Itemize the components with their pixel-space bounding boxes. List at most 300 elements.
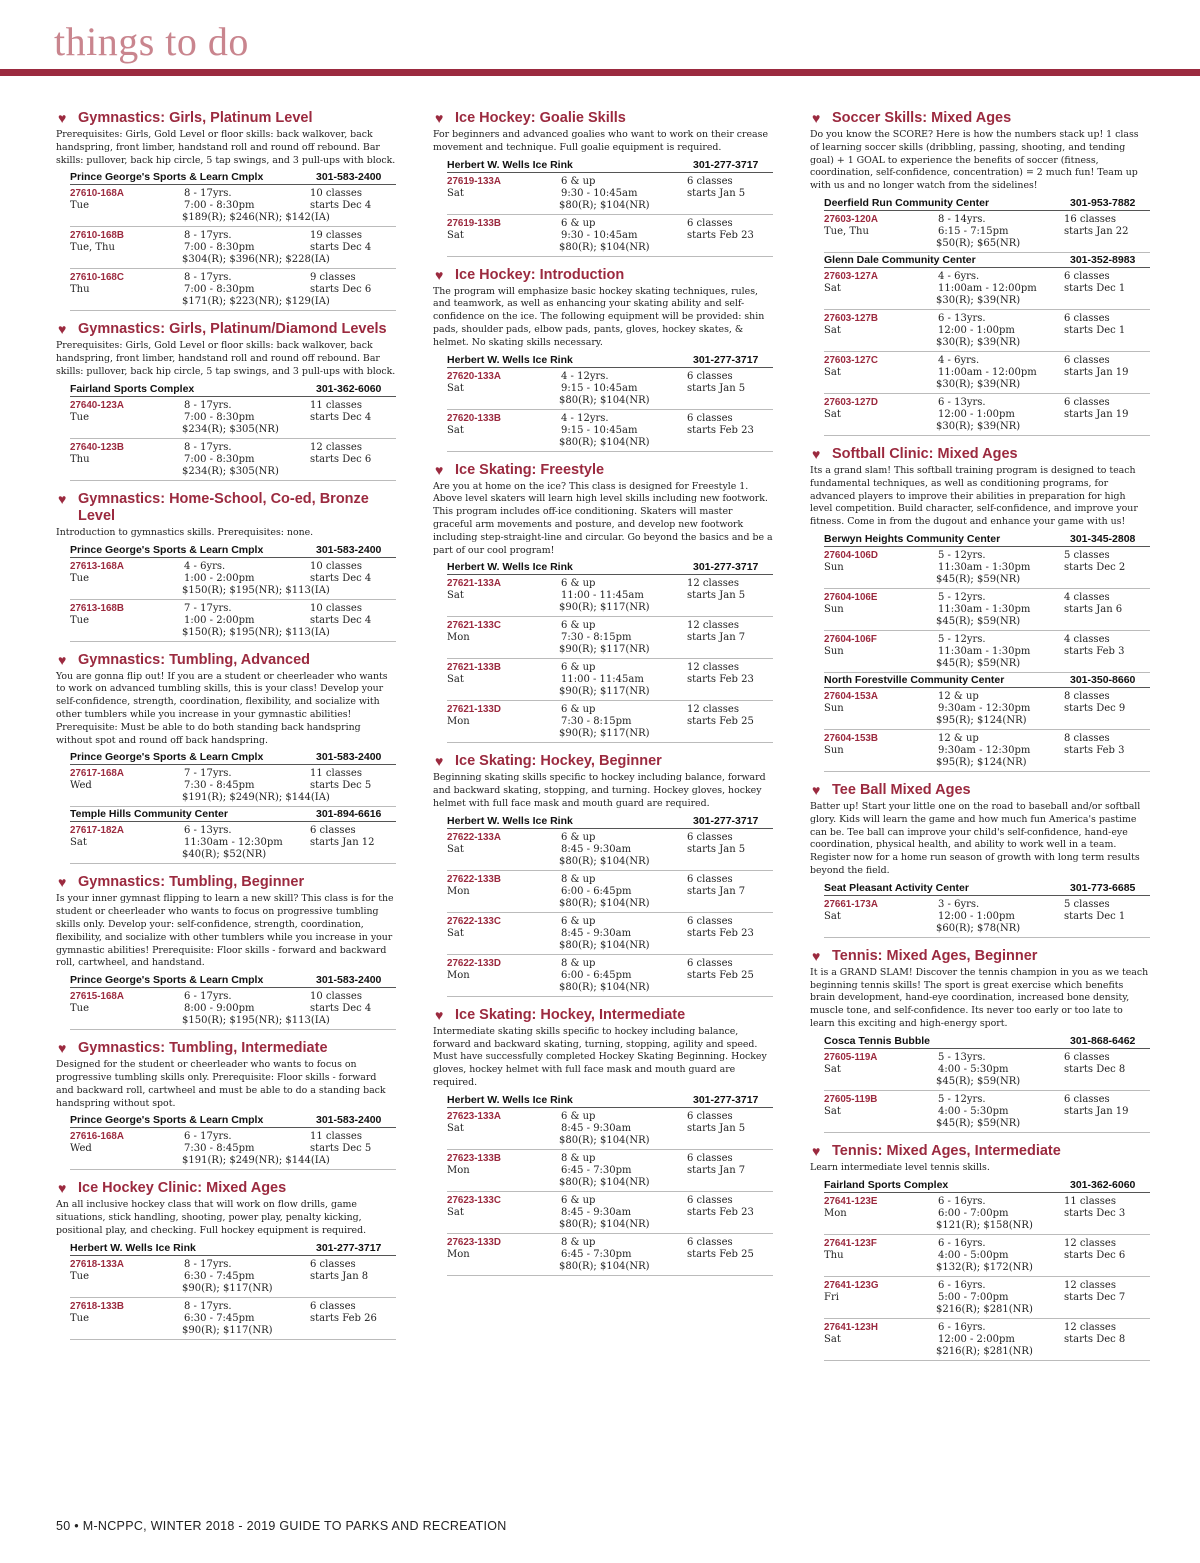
- course-code-link[interactable]: 27618-133B: [70, 1300, 124, 1312]
- class-count: 10 classes: [310, 560, 362, 572]
- class-count: 12 classes: [687, 662, 739, 674]
- class-start: starts Dec 4: [310, 614, 372, 626]
- class-time: 7:30 - 8:45pm: [184, 1143, 255, 1155]
- program-title-text: Tee Ball Mixed Ages: [832, 781, 971, 798]
- class-time: 6:45 - 7:30pm: [561, 1164, 632, 1176]
- class-fee: $191(R); $249(NR); $144(IA): [182, 792, 330, 804]
- class-start: starts Jan 7: [687, 885, 746, 897]
- class-row: [447, 913, 773, 955]
- class-fee: $189(R); $246(NR); $142(IA): [182, 212, 330, 224]
- course-code-link[interactable]: 27621-133C: [447, 620, 501, 632]
- program-section: [56, 1040, 396, 1170]
- course-code-link[interactable]: 27641-123G: [824, 1279, 879, 1291]
- class-row: [824, 1049, 1150, 1091]
- course-code-link[interactable]: 27603-127C: [824, 354, 878, 366]
- class-count: 11 classes: [310, 399, 362, 411]
- location-name: Prince George's Sports & Learn Cmplx: [70, 974, 264, 987]
- class-age: 6 & up: [561, 704, 596, 716]
- class-start: starts Jan 12: [310, 837, 375, 849]
- heart-icon: ♥: [58, 874, 67, 891]
- class-age: 7 - 17yrs.: [184, 768, 232, 780]
- class-age: 6 & up: [561, 217, 596, 229]
- class-row: [447, 701, 773, 743]
- class-age: 8 - 17yrs.: [184, 399, 232, 411]
- heart-icon: ♥: [58, 1180, 67, 1197]
- course-code-link[interactable]: 27621-133B: [447, 662, 501, 674]
- heart-icon: ♥: [58, 321, 67, 338]
- class-fee: $80(R); $104(NR): [559, 981, 650, 993]
- course-code-link[interactable]: 27605-119A: [824, 1051, 878, 1063]
- course-code-link[interactable]: 27623-133D: [447, 1236, 501, 1248]
- class-fee: $80(R); $104(NR): [559, 241, 650, 253]
- class-day: Wed: [70, 780, 92, 792]
- class-fee: $150(R); $195(NR); $113(IA): [182, 1015, 330, 1027]
- class-day: Sat: [824, 282, 841, 294]
- course-code-link[interactable]: 27641-123E: [824, 1195, 878, 1207]
- class-row: [447, 1150, 773, 1192]
- program-section: [810, 782, 1150, 938]
- program-section: [810, 1143, 1150, 1361]
- class-age: 6 & up: [561, 175, 596, 187]
- course-code-link[interactable]: 27604-153B: [824, 732, 878, 744]
- class-start: starts Dec 5: [310, 1143, 372, 1155]
- program-section: [56, 110, 396, 311]
- class-row: [824, 1235, 1150, 1277]
- class-row: [70, 988, 396, 1030]
- heart-icon: ♥: [435, 461, 444, 478]
- course-code-link[interactable]: 27619-133A: [447, 175, 501, 187]
- location-header: [70, 750, 396, 765]
- class-start: starts Jan 19: [1064, 1105, 1129, 1117]
- class-fee: $80(R); $104(NR): [559, 199, 650, 211]
- program-title: [433, 753, 773, 770]
- program-title-text: Gymnastics: Girls, Platinum/Diamond Levels: [78, 321, 387, 338]
- program-section: [810, 446, 1150, 772]
- class-start: starts Feb 3: [1064, 744, 1125, 756]
- class-fee: $304(R); $396(NR); $228(IA): [182, 254, 330, 266]
- class-day: Sat: [824, 1063, 841, 1075]
- course-code-link[interactable]: 27604-153A: [824, 690, 878, 702]
- course-code-link[interactable]: 27604-106F: [824, 633, 877, 645]
- location-name: Temple Hills Community Center: [70, 808, 228, 821]
- class-start: starts Dec 4: [310, 1003, 372, 1015]
- course-code-link[interactable]: 27620-133B: [447, 412, 501, 424]
- course-code-link[interactable]: 27621-133A: [447, 578, 501, 590]
- course-code-link[interactable]: 27621-133D: [447, 704, 501, 716]
- location-name: Herbert W. Wells Ice Rink: [447, 353, 573, 366]
- class-age: 6 & up: [561, 620, 596, 632]
- class-start: starts Feb 23: [687, 927, 754, 939]
- class-count: 8 classes: [1064, 732, 1110, 744]
- program-description: Designed for the student or cheerleader who wants to focus on progressive tumbling skills only. Prerequisite: Floor skills - forward and backward roll, cartwheel and must be able to do a standing back handspring without spot.: [56, 1059, 386, 1109]
- course-code-link[interactable]: 27603-127D: [824, 396, 878, 408]
- class-start: starts Feb 23: [687, 424, 754, 436]
- class-age: 8 - 17yrs.: [184, 1300, 232, 1312]
- class-start: starts Feb 23: [687, 229, 754, 241]
- class-row: [824, 394, 1150, 436]
- location-name: Herbert W. Wells Ice Rink: [447, 561, 573, 574]
- class-fee: $216(R); $281(NR): [936, 1303, 1033, 1315]
- location-phone: 301-868-6462: [1070, 1034, 1136, 1047]
- class-start: starts Dec 3: [1064, 1207, 1126, 1219]
- course-code-link[interactable]: 27622-133A: [447, 831, 501, 843]
- location-header: [824, 196, 1150, 211]
- class-time: 9:30am - 12:30pm: [938, 744, 1031, 756]
- program-title: [810, 948, 1150, 965]
- course-code-link[interactable]: 27617-168A: [70, 768, 124, 780]
- course-code-link[interactable]: 27603-127B: [824, 312, 878, 324]
- heart-icon: ♥: [435, 1006, 444, 1023]
- location-name: Herbert W. Wells Ice Rink: [447, 1093, 573, 1106]
- program-title: [56, 874, 396, 891]
- class-age: 4 - 6yrs.: [938, 354, 980, 366]
- class-row: [447, 871, 773, 913]
- class-age: 8 & up: [561, 957, 596, 969]
- class-age: 6 - 17yrs.: [184, 1131, 232, 1143]
- course-code-link[interactable]: 27622-133D: [447, 957, 501, 969]
- heart-icon: ♥: [435, 110, 444, 126]
- class-time: 8:45 - 9:30am: [561, 1122, 632, 1134]
- location-phone: 301-345-2808: [1070, 532, 1136, 545]
- course-code-link[interactable]: 27640-123A: [70, 399, 124, 411]
- class-day: Thu: [70, 284, 90, 296]
- class-age: 6 - 17yrs.: [184, 991, 232, 1003]
- class-start: starts Dec 1: [1064, 282, 1126, 294]
- location-header: [824, 881, 1150, 896]
- column-1: [56, 110, 396, 1350]
- class-row: [824, 730, 1150, 772]
- class-start: starts Jan 5: [687, 843, 746, 855]
- class-count: 6 classes: [1064, 354, 1110, 366]
- class-start: starts Jan 22: [1064, 225, 1129, 237]
- course-code-link[interactable]: 27661-173A: [824, 898, 878, 910]
- class-time: 6:30 - 7:45pm: [184, 1270, 255, 1282]
- header-rule: [0, 69, 1200, 76]
- class-day: Mon: [447, 1248, 470, 1260]
- program-title-text: Gymnastics: Tumbling, Beginner: [78, 874, 305, 891]
- class-fee: $80(R); $104(NR): [559, 1218, 650, 1230]
- program-description: Learn intermediate level tennis skills.: [810, 1161, 990, 1173]
- location-header: [70, 543, 396, 558]
- program-title: [433, 267, 773, 284]
- class-day: Sun: [824, 603, 844, 615]
- course-code-link[interactable]: 27622-133C: [447, 915, 501, 927]
- class-start: starts Dec 6: [1064, 1249, 1126, 1261]
- class-fee: $95(R); $124(NR): [936, 756, 1027, 768]
- location-header: [70, 1241, 396, 1256]
- location-header: [70, 973, 396, 988]
- class-time: 11:00am - 12:00pm: [938, 366, 1037, 378]
- class-row: [447, 1108, 773, 1150]
- class-time: 12:00 - 1:00pm: [938, 324, 1015, 336]
- course-code-link[interactable]: 27641-123H: [824, 1321, 878, 1333]
- class-age: 8 - 17yrs.: [184, 188, 232, 200]
- class-day: Wed: [70, 1143, 92, 1155]
- class-day: Mon: [447, 969, 470, 981]
- program-title: [810, 1143, 1150, 1160]
- course-code-link[interactable]: 27618-133A: [70, 1258, 124, 1270]
- class-age: 6 & up: [561, 662, 596, 674]
- course-code-link[interactable]: 27623-133A: [447, 1110, 501, 1122]
- location-name: Fairland Sports Complex: [70, 382, 195, 395]
- class-row: [447, 410, 773, 452]
- class-count: 11 classes: [1064, 1195, 1116, 1207]
- class-row: [70, 439, 396, 481]
- class-row: [824, 589, 1150, 631]
- class-age: 8 & up: [561, 1236, 596, 1248]
- class-row: [824, 1277, 1150, 1319]
- class-start: starts Dec 7: [1064, 1291, 1126, 1303]
- class-fee: $45(R); $59(NR): [936, 615, 1021, 627]
- class-count: 12 classes: [687, 620, 739, 632]
- course-code-link[interactable]: 27610-168C: [70, 272, 124, 284]
- class-row: [447, 575, 773, 617]
- program-title-text: Ice Skating: Hockey, Intermediate: [455, 1006, 686, 1023]
- class-fee: $45(R); $59(NR): [936, 1075, 1021, 1087]
- program-title-text: Gymnastics: Tumbling, Advanced: [78, 651, 311, 668]
- class-time: 11:00am - 12:00pm: [938, 282, 1037, 294]
- location-phone: 301-583-2400: [316, 1114, 382, 1127]
- location-phone: 301-352-8983: [1070, 253, 1136, 266]
- class-time: 7:30 - 8:15pm: [561, 716, 632, 728]
- location-name: Deerfield Run Community Center: [824, 196, 990, 209]
- class-time: 9:30 - 10:45am: [561, 187, 638, 199]
- class-start: starts Dec 2: [1064, 561, 1126, 573]
- column-2: [433, 110, 773, 1286]
- class-age: 6 & up: [561, 1110, 596, 1122]
- class-time: 9:30 - 10:45am: [561, 229, 638, 241]
- class-start: starts Feb 26: [310, 1312, 377, 1324]
- class-fee: $171(R); $223(NR); $129(IA): [182, 296, 330, 308]
- location-header: [824, 1034, 1150, 1049]
- class-age: 12 & up: [938, 690, 979, 702]
- class-start: starts Jan 6: [1064, 603, 1123, 615]
- class-time: 4:00 - 5:30pm: [938, 1105, 1009, 1117]
- program-description: The program will emphasize basic hockey skating techniques, rules, and teamwork, as well as enhancing your skating ability and self-confidence on the ice. The following equipment will be provided: shin pads, shoulder pads, elbow pads, pants, gloves, hockey skates, & helmet. No skating skills necessary.: [433, 285, 765, 348]
- program-title-text: Gymnastics: Girls, Platinum Level: [78, 110, 313, 126]
- program-title: [433, 1007, 773, 1024]
- location-name: Herbert W. Wells Ice Rink: [447, 814, 573, 827]
- class-count: 6 classes: [687, 1152, 733, 1164]
- class-day: Mon: [824, 1207, 847, 1219]
- course-code-link[interactable]: 27620-133A: [447, 370, 501, 382]
- class-day: Sat: [447, 674, 464, 686]
- location-header: [447, 1093, 773, 1108]
- class-time: 11:30am - 1:30pm: [938, 561, 1031, 573]
- page-footer: 50 • M-NCPPC, WINTER 2018 - 2019 GUIDE TO PARKS AND RECREATION: [56, 1519, 507, 1533]
- class-age: 8 - 14yrs.: [938, 213, 986, 225]
- program-description: Its a grand slam! This softball training program is designed to teach fundamental techniques, as well as conditioning programs, for advanced players to improve their abilities in preparation for high level competition. Build character, self-confidence, and improve your fitness. Come in from the dugout and enhance your game with us!: [810, 464, 1138, 528]
- program-title-text: Soccer Skills: Mixed Ages: [832, 110, 1012, 126]
- class-count: 6 classes: [310, 1300, 356, 1312]
- class-fee: $50(R); $65(NR): [936, 237, 1021, 249]
- location-name: Herbert W. Wells Ice Rink: [447, 158, 573, 171]
- class-start: starts Feb 25: [687, 1248, 754, 1260]
- class-row: [824, 1091, 1150, 1133]
- program-title: [56, 491, 396, 525]
- class-start: starts Feb 3: [1064, 645, 1125, 657]
- location-name: Seat Pleasant Activity Center: [824, 881, 969, 894]
- course-code-link[interactable]: 27617-182A: [70, 825, 124, 837]
- class-day: Fri: [824, 1291, 839, 1303]
- location-phone: 301-953-7882: [1070, 196, 1136, 209]
- course-code-link[interactable]: 27622-133B: [447, 873, 501, 885]
- class-row: [70, 1256, 396, 1298]
- class-start: starts Dec 6: [310, 284, 372, 296]
- class-row: [70, 269, 396, 311]
- class-count: 6 classes: [687, 370, 733, 382]
- class-count: 12 classes: [687, 578, 739, 590]
- class-row: [447, 659, 773, 701]
- class-time: 9:15 - 10:45am: [561, 382, 638, 394]
- heart-icon: ♥: [812, 947, 821, 964]
- class-count: 10 classes: [310, 188, 362, 200]
- course-code-link[interactable]: 27610-168B: [70, 230, 124, 242]
- location-phone: 301-583-2400: [316, 974, 382, 987]
- class-start: starts Jan 19: [1064, 366, 1129, 378]
- class-time: 12:00 - 2:00pm: [938, 1333, 1015, 1345]
- course-code-link[interactable]: 27603-120A: [824, 213, 878, 225]
- class-day: Sat: [824, 1105, 841, 1117]
- class-fee: $90(R); $117(NR): [559, 686, 650, 698]
- location-phone: 301-362-6060: [1070, 1178, 1136, 1191]
- class-start: starts Dec 5: [310, 780, 372, 792]
- class-age: 8 - 17yrs.: [184, 272, 232, 284]
- location-name: Prince George's Sports & Learn Cmplx: [70, 751, 264, 764]
- class-age: 6 - 13yrs.: [938, 396, 986, 408]
- class-day: Sat: [447, 843, 464, 855]
- class-row: [824, 352, 1150, 394]
- class-age: 5 - 12yrs.: [938, 591, 986, 603]
- class-age: 6 & up: [561, 915, 596, 927]
- class-age: 7 - 17yrs.: [184, 602, 232, 614]
- class-fee: $40(R); $52(NR): [182, 849, 267, 861]
- program-description: It is a GRAND SLAM! Discover the tennis champion in you as we teach beginning tennis skills! The sport is great exercise which benefits brain development, hand-eye coordination, increased bone density, muscle tone, and self-confidence. Its never too early or too late to learn this exciting and high-energy sport.: [810, 966, 1149, 1029]
- class-row: [70, 1128, 396, 1170]
- class-age: 4 - 12yrs.: [561, 412, 609, 424]
- class-start: starts Jan 5: [687, 1122, 746, 1134]
- class-age: 6 & up: [561, 831, 596, 843]
- class-time: 6:15 - 7:15pm: [938, 225, 1009, 237]
- course-code-link[interactable]: 27604-106D: [824, 549, 878, 561]
- program-title: [56, 1040, 396, 1057]
- class-fee: $90(R); $117(NR): [559, 728, 650, 740]
- class-age: 8 - 17yrs.: [184, 230, 232, 242]
- course-code-link[interactable]: 27623-133B: [447, 1152, 501, 1164]
- course-code-link[interactable]: 27616-168A: [70, 1131, 124, 1143]
- location-phone: 301-277-3717: [693, 1093, 759, 1106]
- class-time: 11:30am - 12:30pm: [184, 837, 283, 849]
- class-day: Sat: [447, 590, 464, 602]
- class-fee: $132(R); $172(NR): [936, 1261, 1033, 1273]
- class-count: 6 classes: [687, 217, 733, 229]
- class-start: starts Feb 25: [687, 969, 754, 981]
- class-fee: $30(R); $39(NR): [936, 336, 1021, 348]
- class-day: Sat: [447, 187, 464, 199]
- class-day: Sun: [824, 561, 844, 573]
- location-header: [824, 253, 1150, 268]
- course-code-link[interactable]: 27641-123F: [824, 1237, 877, 1249]
- class-time: 7:00 - 8:30pm: [184, 411, 255, 423]
- course-code-link[interactable]: 27604-106E: [824, 591, 878, 603]
- location-name: Herbert W. Wells Ice Rink: [70, 1241, 196, 1254]
- course-code-link[interactable]: 27603-127A: [824, 270, 878, 282]
- program-title-text: Ice Hockey: Goalie Skills: [455, 110, 626, 126]
- class-count: 12 classes: [1064, 1321, 1116, 1333]
- class-day: Thu: [70, 453, 90, 465]
- class-day: Tue, Thu: [824, 225, 869, 237]
- class-count: 6 classes: [687, 873, 733, 885]
- class-time: 7:00 - 8:30pm: [184, 453, 255, 465]
- course-code-link[interactable]: 27615-168A: [70, 991, 124, 1003]
- program-section: [56, 874, 396, 1030]
- class-day: Tue, Thu: [70, 242, 115, 254]
- program-title: [56, 652, 396, 669]
- program-section: [56, 1180, 396, 1339]
- course-code-link[interactable]: 27613-168A: [70, 560, 124, 572]
- program-title: [56, 1180, 396, 1197]
- program-description: Is your inner gymnast flipping to learn a new skill? This class is for the student or cheerleader who wants to focus on progressive tumbling skills only. Develop your: self-confidence, strength, coordination, flexibility, and socialize with other tumblers while you increase in your gymnastic abilities! Prerequisite: Floor skills - forward and backward roll, cartwheel, and handstand.: [56, 893, 394, 969]
- class-age: 6 - 16yrs.: [938, 1321, 986, 1333]
- class-row: [824, 547, 1150, 589]
- class-count: 4 classes: [1064, 633, 1110, 645]
- class-fee: $80(R); $104(NR): [559, 436, 650, 448]
- class-age: 4 - 12yrs.: [561, 370, 609, 382]
- program-title-text: Ice Hockey Clinic: Mixed Ages: [78, 1180, 287, 1197]
- class-fee: $80(R); $104(NR): [559, 939, 650, 951]
- class-row: [447, 617, 773, 659]
- class-count: 6 classes: [310, 1258, 356, 1270]
- class-day: Sun: [824, 702, 844, 714]
- class-count: 10 classes: [310, 602, 362, 614]
- class-count: 6 classes: [687, 957, 733, 969]
- class-count: 6 classes: [1064, 270, 1110, 282]
- class-age: 6 & up: [561, 1194, 596, 1206]
- program-title-text: Tennis: Mixed Ages, Beginner: [832, 947, 1038, 964]
- course-code-link[interactable]: 27619-133B: [447, 217, 501, 229]
- class-count: 6 classes: [1064, 312, 1110, 324]
- class-time: 9:30am - 12:30pm: [938, 702, 1031, 714]
- class-row: [70, 185, 396, 227]
- class-row: [70, 558, 396, 600]
- course-code-link[interactable]: 27610-168A: [70, 188, 124, 200]
- class-fee: $45(R); $59(NR): [936, 657, 1021, 669]
- program-description: Intermediate skating skills specific to hockey including balance, forward and backward skating, turning, stopping, agility and speed. Must have successfully completed Hockey Skating Beginning. Hockey gloves, hockey helmet with full face mask and mouth guard are required.: [433, 1025, 767, 1088]
- program-title-text: Softball Clinic: Mixed Ages: [832, 445, 1018, 462]
- heart-icon: ♥: [58, 1040, 67, 1057]
- class-time: 11:00 - 11:45am: [561, 674, 644, 686]
- class-day: Sat: [447, 424, 464, 436]
- location-header: [824, 673, 1150, 688]
- course-code-link[interactable]: 27623-133C: [447, 1194, 501, 1206]
- course-code-link[interactable]: 27605-119B: [824, 1093, 878, 1105]
- program-description: Beginning skating skills specific to hockey including balance, forward and backward skating, stopping, and turning. Hockey gloves, hockey helmet with full face mask and mouth guard are required.: [433, 772, 766, 809]
- class-age: 8 - 17yrs.: [184, 441, 232, 453]
- course-code-link[interactable]: 27613-168B: [70, 602, 124, 614]
- location-phone: 301-277-3717: [316, 1241, 382, 1254]
- course-code-link[interactable]: 27640-123B: [70, 441, 124, 453]
- class-time: 1:00 - 2:00pm: [184, 572, 255, 584]
- class-day: Sat: [824, 910, 841, 922]
- class-count: 6 classes: [687, 412, 733, 424]
- class-count: 8 classes: [1064, 690, 1110, 702]
- program-title: [433, 110, 773, 127]
- column-3: [810, 110, 1150, 1371]
- class-count: 5 classes: [1064, 549, 1110, 561]
- class-day: Sat: [447, 1206, 464, 1218]
- program-section: [56, 491, 396, 642]
- page-title: things to do: [54, 19, 249, 64]
